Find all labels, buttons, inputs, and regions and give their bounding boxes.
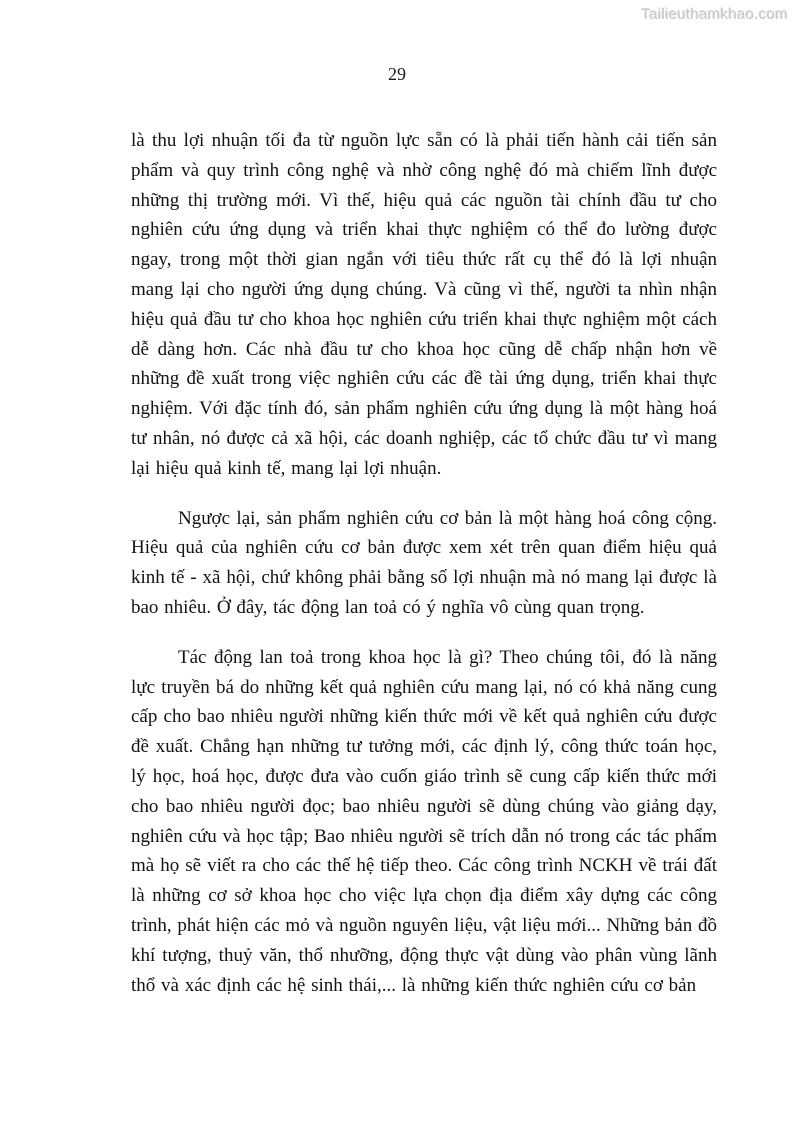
body-paragraph: Ngược lại, sản phẩm nghiên cứu cơ bản là một hàng hoá công cộng. Hiệu quả của nghiên cứu cơ bản được xem xét trên quan điểm hiệu quả kinh tế - xã hội, chứ không phải bằng số lợi nhuận mà nó mang lại được là bao nhiêu. Ở đây, tác động lan toả có ý nghĩa vô cùng quan trọng. [131,507,717,618]
body-paragraph: Tác động lan toả trong khoa học là gì? Theo chúng tôi, đó là năng lực truyền bá do những kết quả nghiên cứu mang lại, nó có khả năng cung cấp cho bao nhiêu người những kiến thức mới về kết quả nghiên cứu được đề xuất. Chẳng hạn những tư tưởng mới, các định lý, công thức toán học, lý học, hoá học, được đưa vào cuốn giáo trình sẽ cung cấp kiến thức mới cho bao nhiêu người đọc; bao nhiêu người sẽ dùng chúng vào giảng dạy, nghiên cứu và học tập; Bao nhiêu người sẽ trích dẫn nó trong các tác phẩm mà họ sẽ viết ra cho các thế hệ tiếp theo. Các công trình NCKH về trái đất là những cơ sở khoa học cho việc lựa chọn địa điểm xây dựng các công trình, phát hiện các mỏ và nguồn nguyên liệu, vật liệu mới... Những bản đồ khí tượng, thuỷ văn, thổ nhưỡng, động thực vật dùng vào phân vùng lãnh thổ và xác định các hệ sinh thái,... là những kiến thức nghiên cứu cơ bản [131,646,717,996]
watermark-text: Tailieuthamkhao.com [641,6,788,23]
page-body [131,126,717,1020]
page-number: 29 [388,64,406,84]
body-paragraph: là thu lợi nhuận tối đa từ nguồn lực sẵn có là phải tiến hành cải tiến sản phẩm và quy trình công nghệ và nhờ công nghệ đó mà chiếm lĩnh được những thị trường mới. Vì thế, hiệu quả các nguồn tài chính đầu tư cho nghiên cứu ứng dụng và triển khai thực nghiệm có thể đo lường được ngay, trong một thời gian ngắn với tiêu thức rất cụ thể đó là lợi nhuận mang lại cho người ứng dụng chúng. Và cũng vì thế, người ta nhìn nhận hiệu quả đầu tư cho khoa học nghiên cứu triển khai thực nghiệm một cách dễ dàng hơn. Các nhà đầu tư cho khoa học cũng dễ chấp nhận hơn về những đề xuất trong việc nghiên cứu các đề tài ứng dụng, triển khai thực nghiệm. Với đặc tính đó, sản phẩm nghiên cứu ứng dụng là một hàng hoá tư nhân, nó được cả xã hội, các doanh nghiệp, các tổ chức đầu tư vì mang lại hiệu quả kinh tế, mang lại lợi nhuận. [131,130,717,479]
